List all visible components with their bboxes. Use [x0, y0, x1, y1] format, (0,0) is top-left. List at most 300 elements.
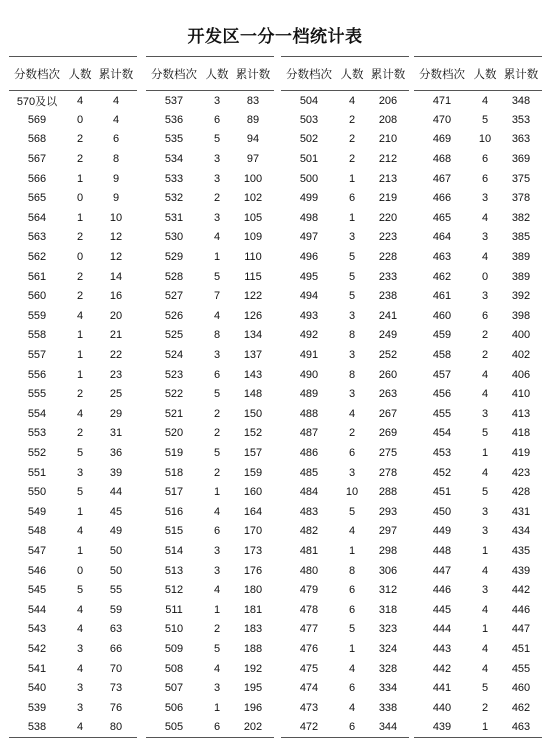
cell-score-band: 509 [164, 642, 184, 655]
cell-cumulative: 55 [109, 584, 123, 597]
cell-score-band: 557 [27, 349, 47, 362]
cell-count: 5 [213, 446, 221, 459]
cell-count: 5 [481, 486, 489, 499]
cell-score-band: 453 [432, 446, 452, 459]
cell-score-band: 496 [299, 251, 319, 264]
table-row [414, 463, 542, 483]
cell-cumulative: 4 [112, 113, 120, 126]
cell-score-band: 474 [299, 682, 319, 695]
cell-cumulative: 159 [243, 466, 263, 479]
header-cumulative: 累计数 [232, 57, 274, 91]
table-row [281, 130, 409, 150]
cell-count: 7 [213, 290, 221, 303]
cell-count: 1 [76, 329, 84, 342]
cell-count: 10 [478, 133, 492, 146]
cell-score-band: 538 [9, 718, 65, 738]
cell-cumulative: 238 [378, 290, 398, 303]
cell-score-band: 441 [432, 682, 452, 695]
cell-score-band: 560 [27, 290, 47, 303]
cell-count: 1 [213, 251, 221, 264]
cell-cumulative: 102 [243, 192, 263, 205]
cell-count: 10 [345, 486, 359, 499]
header-score-band: 分数档次 [146, 57, 202, 91]
cell-count: 2 [213, 623, 221, 636]
score-table-1 [9, 56, 137, 738]
table-row [281, 620, 409, 640]
cell-cumulative: 213 [378, 172, 398, 185]
cell-count: 2 [76, 388, 84, 401]
table-row [146, 404, 274, 424]
cell-score-band: 446 [432, 584, 452, 597]
cell-cumulative: 49 [109, 525, 123, 538]
cell-count: 4 [213, 662, 221, 675]
cell-score-band: 568 [27, 133, 47, 146]
cell-cumulative: 334 [378, 682, 398, 695]
table-row [414, 541, 542, 561]
table-row [281, 424, 409, 444]
cell-score-band: 491 [299, 349, 319, 362]
cell-count: 4 [76, 407, 84, 420]
cell-count: 4 [348, 407, 356, 420]
cell-cumulative: 260 [378, 368, 398, 381]
cell-score-band: 565 [27, 192, 47, 205]
cell-count: 8 [348, 564, 356, 577]
table-row [281, 463, 409, 483]
table-row [281, 208, 409, 228]
cell-cumulative: 460 [511, 682, 531, 695]
table-row [9, 659, 137, 679]
table-row [414, 169, 542, 189]
table-row [281, 384, 409, 404]
cell-count: 5 [76, 486, 84, 499]
table-row [9, 365, 137, 385]
cell-count: 5 [348, 270, 356, 283]
cell-count: 4 [348, 94, 356, 107]
table-row [146, 424, 274, 444]
cell-score-band: 490 [299, 368, 319, 381]
cell-count: 4 [213, 231, 221, 244]
cell-cumulative: 36 [109, 446, 123, 459]
cell-score-band: 471 [432, 94, 452, 107]
header-count: 人数 [202, 57, 232, 91]
cell-score-band: 499 [299, 192, 319, 205]
cell-score-band: 507 [164, 682, 184, 695]
cell-score-band: 513 [164, 564, 184, 577]
cell-score-band: 533 [164, 172, 184, 185]
cell-cumulative: 419 [511, 446, 531, 459]
cell-score-band: 461 [432, 290, 452, 303]
cell-count: 2 [76, 153, 84, 166]
cell-count: 6 [348, 446, 356, 459]
table-row [414, 130, 542, 150]
cell-cumulative: 442 [511, 584, 531, 597]
cell-score-band: 564 [27, 211, 47, 224]
cell-cumulative: 428 [511, 486, 531, 499]
cell-cumulative: 14 [109, 270, 123, 283]
cell-cumulative: 439 [511, 564, 531, 577]
table-row [9, 169, 137, 189]
table-row [414, 698, 542, 718]
table-row [146, 365, 274, 385]
table-row [414, 286, 542, 306]
cell-cumulative: 263 [378, 388, 398, 401]
cell-cumulative: 148 [243, 388, 263, 401]
cell-count: 4 [213, 584, 221, 597]
table-row [9, 91, 137, 111]
cell-count: 6 [337, 718, 367, 738]
cell-count: 2 [213, 466, 221, 479]
cell-count: 4 [213, 309, 221, 322]
cell-count: 3 [213, 349, 221, 362]
cell-score-band: 506 [164, 701, 184, 714]
table-row [281, 659, 409, 679]
table-row [414, 326, 542, 346]
cell-cumulative: 196 [243, 701, 263, 714]
table-row [146, 522, 274, 542]
document-title: 开发区一分一档统计表 [187, 27, 363, 46]
table-row [414, 404, 542, 424]
table-row [146, 502, 274, 522]
cell-count: 1 [76, 368, 84, 381]
cell-score-band: 510 [164, 623, 184, 636]
table-row [414, 306, 542, 326]
cell-count: 1 [76, 349, 84, 362]
cell-count: 3 [213, 544, 221, 557]
score-tables-area [9, 56, 543, 734]
table-row [414, 620, 542, 640]
cell-count: 0 [481, 270, 489, 283]
cell-cumulative: 202 [232, 718, 274, 738]
cell-score-band: 480 [299, 564, 319, 577]
table-row [414, 580, 542, 600]
cell-score-band: 494 [299, 290, 319, 303]
cell-cumulative: 434 [511, 525, 531, 538]
table-row [414, 522, 542, 542]
cell-score-band: 484 [299, 486, 319, 499]
cell-count: 6 [348, 584, 356, 597]
table-row [146, 306, 274, 326]
cell-cumulative: 31 [109, 427, 123, 440]
cell-score-band: 562 [27, 251, 47, 264]
cell-cumulative: 83 [246, 94, 260, 107]
cell-score-band: 529 [164, 251, 184, 264]
table-row [414, 345, 542, 365]
cell-count: 4 [348, 525, 356, 538]
cell-count: 6 [213, 113, 221, 126]
cell-score-band: 449 [432, 525, 452, 538]
cell-count: 6 [481, 309, 489, 322]
cell-count: 4 [76, 623, 84, 636]
cell-score-band: 447 [432, 564, 452, 577]
cell-cumulative: 233 [378, 270, 398, 283]
cell-count: 4 [348, 662, 356, 675]
cell-score-band: 570及以 [16, 95, 58, 108]
cell-score-band: 478 [299, 603, 319, 616]
cell-score-band: 556 [27, 368, 47, 381]
cell-score-band: 540 [27, 682, 47, 695]
cell-count: 2 [213, 427, 221, 440]
cell-cumulative: 183 [243, 623, 263, 636]
table-row [9, 482, 137, 502]
table-row [414, 365, 542, 385]
table-header-row [9, 57, 137, 91]
cell-cumulative: 180 [243, 584, 263, 597]
cell-count: 2 [213, 407, 221, 420]
table-row [9, 188, 137, 208]
cell-count: 3 [213, 682, 221, 695]
cell-cumulative: 462 [511, 701, 531, 714]
header-count: 人数 [337, 57, 367, 91]
cell-score-band: 476 [299, 642, 319, 655]
table-row [146, 326, 274, 346]
table-row [281, 188, 409, 208]
cell-score-band: 512 [164, 584, 184, 597]
cell-cumulative: 176 [243, 564, 263, 577]
cell-score-band: 551 [27, 466, 47, 479]
table-row [414, 149, 542, 169]
cell-cumulative: 293 [378, 505, 398, 518]
table-row [281, 247, 409, 267]
cell-score-band: 523 [164, 368, 184, 381]
table-row [146, 188, 274, 208]
table-row [414, 424, 542, 444]
cell-cumulative: 278 [378, 466, 398, 479]
table-row [9, 267, 137, 287]
cell-score-band: 498 [299, 211, 319, 224]
cell-cumulative: 100 [243, 172, 263, 185]
table-row [9, 208, 137, 228]
table-row [281, 404, 409, 424]
cell-cumulative: 12 [109, 231, 123, 244]
cell-count: 4 [481, 211, 489, 224]
cell-score-band: 559 [27, 309, 47, 322]
table-row [281, 91, 409, 111]
table-row [9, 326, 137, 346]
cell-count: 3 [76, 642, 84, 655]
cell-score-band: 486 [299, 446, 319, 459]
cell-score-band: 439 [414, 718, 470, 738]
cell-count: 2 [76, 270, 84, 283]
cell-count: 1 [348, 211, 356, 224]
cell-score-band: 475 [299, 662, 319, 675]
score-table-2 [146, 56, 274, 738]
table-row [9, 698, 137, 718]
cell-count: 3 [348, 388, 356, 401]
cell-score-band: 493 [299, 309, 319, 322]
cell-score-band: 477 [299, 623, 319, 636]
cell-count: 3 [481, 525, 489, 538]
cell-cumulative: 6 [112, 133, 120, 146]
cell-cumulative: 16 [109, 290, 123, 303]
table-row [146, 169, 274, 189]
cell-count: 6 [481, 153, 489, 166]
cell-cumulative: 115 [244, 270, 262, 283]
cell-cumulative: 267 [378, 407, 398, 420]
cell-count: 4 [481, 94, 489, 107]
cell-cumulative: 318 [378, 603, 398, 616]
table-row [414, 384, 542, 404]
cell-cumulative: 275 [378, 446, 398, 459]
cell-score-band: 503 [299, 113, 319, 126]
cell-score-band: 469 [432, 133, 452, 146]
cell-cumulative: 50 [109, 544, 123, 557]
table-row [281, 365, 409, 385]
cell-cumulative: 406 [511, 368, 531, 381]
cell-count: 1 [76, 211, 84, 224]
table-row [281, 110, 409, 130]
cell-score-band: 504 [299, 94, 319, 107]
cell-count: 4 [348, 701, 356, 714]
cell-cumulative: 249 [378, 329, 398, 342]
cell-score-band: 442 [432, 662, 452, 675]
cell-count: 1 [76, 505, 84, 518]
cell-count: 6 [213, 368, 221, 381]
cell-count: 8 [348, 368, 356, 381]
cell-count: 3 [76, 466, 84, 479]
table-row [9, 718, 137, 738]
cell-count: 3 [481, 192, 489, 205]
cell-count: 2 [76, 427, 84, 440]
cell-count: 8 [348, 329, 356, 342]
table-row [281, 169, 409, 189]
cell-cumulative: 389 [511, 270, 531, 283]
cell-score-band: 443 [432, 642, 452, 655]
cell-score-band: 473 [299, 701, 319, 714]
cell-cumulative: 338 [378, 701, 398, 714]
cell-count: 0 [76, 113, 84, 126]
cell-score-band: 536 [164, 113, 184, 126]
cell-score-band: 460 [432, 309, 452, 322]
cell-count: 3 [213, 153, 221, 166]
cell-score-band: 552 [27, 446, 47, 459]
table-row [146, 580, 274, 600]
cell-count: 6 [348, 682, 356, 695]
cell-cumulative: 418 [511, 427, 531, 440]
cell-cumulative: 348 [511, 94, 531, 107]
cell-count: 4 [481, 368, 489, 381]
cell-cumulative: 152 [243, 427, 263, 440]
cell-count: 5 [481, 113, 489, 126]
cell-score-band: 492 [299, 329, 319, 342]
cell-count: 5 [213, 388, 221, 401]
table-row [146, 600, 274, 620]
cell-cumulative: 76 [109, 701, 123, 714]
cell-count: 4 [481, 662, 489, 675]
cell-count: 6 [213, 525, 221, 538]
cell-score-band: 545 [27, 584, 47, 597]
cell-score-band: 451 [432, 486, 452, 499]
cell-score-band: 527 [164, 290, 184, 303]
cell-score-band: 456 [432, 388, 452, 401]
cell-cumulative: 392 [511, 290, 531, 303]
cell-cumulative: 223 [378, 231, 398, 244]
table-row [146, 718, 274, 738]
table-row [281, 698, 409, 718]
cell-score-band: 495 [299, 270, 319, 283]
cell-cumulative: 109 [243, 231, 263, 244]
table-row [146, 345, 274, 365]
table-row [9, 620, 137, 640]
cell-score-band: 522 [164, 388, 184, 401]
cell-cumulative: 208 [378, 113, 398, 126]
cell-score-band: 483 [299, 505, 319, 518]
cell-cumulative: 382 [511, 211, 531, 224]
cell-score-band: 544 [27, 603, 47, 616]
cell-cumulative: 122 [243, 290, 263, 303]
cell-count: 5 [348, 623, 356, 636]
table-row [414, 482, 542, 502]
cell-score-band: 535 [164, 133, 184, 146]
cell-score-band: 569 [27, 113, 47, 126]
cell-score-band: 539 [27, 701, 47, 714]
cell-cumulative: 369 [511, 153, 531, 166]
cell-cumulative: 9 [112, 192, 120, 205]
table-row [281, 522, 409, 542]
table-row [9, 522, 137, 542]
cell-cumulative: 59 [109, 603, 123, 616]
cell-score-band: 525 [164, 329, 184, 342]
cell-cumulative: 12 [109, 251, 123, 264]
cell-score-band: 563 [27, 231, 47, 244]
table-header-row [281, 57, 409, 91]
cell-count: 4 [65, 718, 95, 738]
table-row [9, 443, 137, 463]
cell-cumulative: 94 [246, 133, 260, 146]
cell-count: 5 [348, 505, 356, 518]
table-row [281, 267, 409, 287]
cell-cumulative: 410 [511, 388, 531, 401]
cell-count: 5 [213, 642, 221, 655]
header-cumulative: 累计数 [367, 57, 409, 91]
table-row [281, 149, 409, 169]
table-row [9, 502, 137, 522]
cell-cumulative: 413 [511, 407, 531, 420]
cell-cumulative: 73 [109, 682, 123, 695]
cell-count: 4 [481, 388, 489, 401]
table-row [281, 561, 409, 581]
cell-score-band: 448 [432, 544, 452, 557]
cell-count: 3 [348, 466, 356, 479]
table-row [281, 502, 409, 522]
cell-score-band: 462 [432, 270, 452, 283]
table-row [146, 463, 274, 483]
cell-score-band: 543 [27, 623, 47, 636]
cell-cumulative: 375 [511, 172, 531, 185]
cell-count: 5 [481, 682, 489, 695]
cell-cumulative: 447 [511, 623, 531, 636]
cell-score-band: 464 [432, 231, 452, 244]
cell-score-band: 450 [432, 505, 452, 518]
cell-score-band: 546 [27, 564, 47, 577]
cell-score-band: 532 [164, 192, 184, 205]
table-header-row [146, 57, 274, 91]
header-score-band: 分数档次 [9, 57, 65, 91]
cell-cumulative: 228 [378, 251, 398, 264]
table-row [9, 463, 137, 483]
table-row [281, 718, 409, 738]
cell-score-band: 457 [432, 368, 452, 381]
cell-cumulative: 206 [378, 94, 398, 107]
cell-cumulative: 160 [243, 486, 263, 499]
cell-score-band: 554 [27, 407, 47, 420]
cell-cumulative: 181 [243, 603, 263, 616]
table-row [414, 110, 542, 130]
cell-count: 6 [348, 192, 356, 205]
cell-cumulative: 455 [511, 662, 531, 675]
cell-count: 2 [76, 231, 84, 244]
cell-cumulative: 446 [511, 603, 531, 616]
cell-cumulative: 195 [243, 682, 263, 695]
